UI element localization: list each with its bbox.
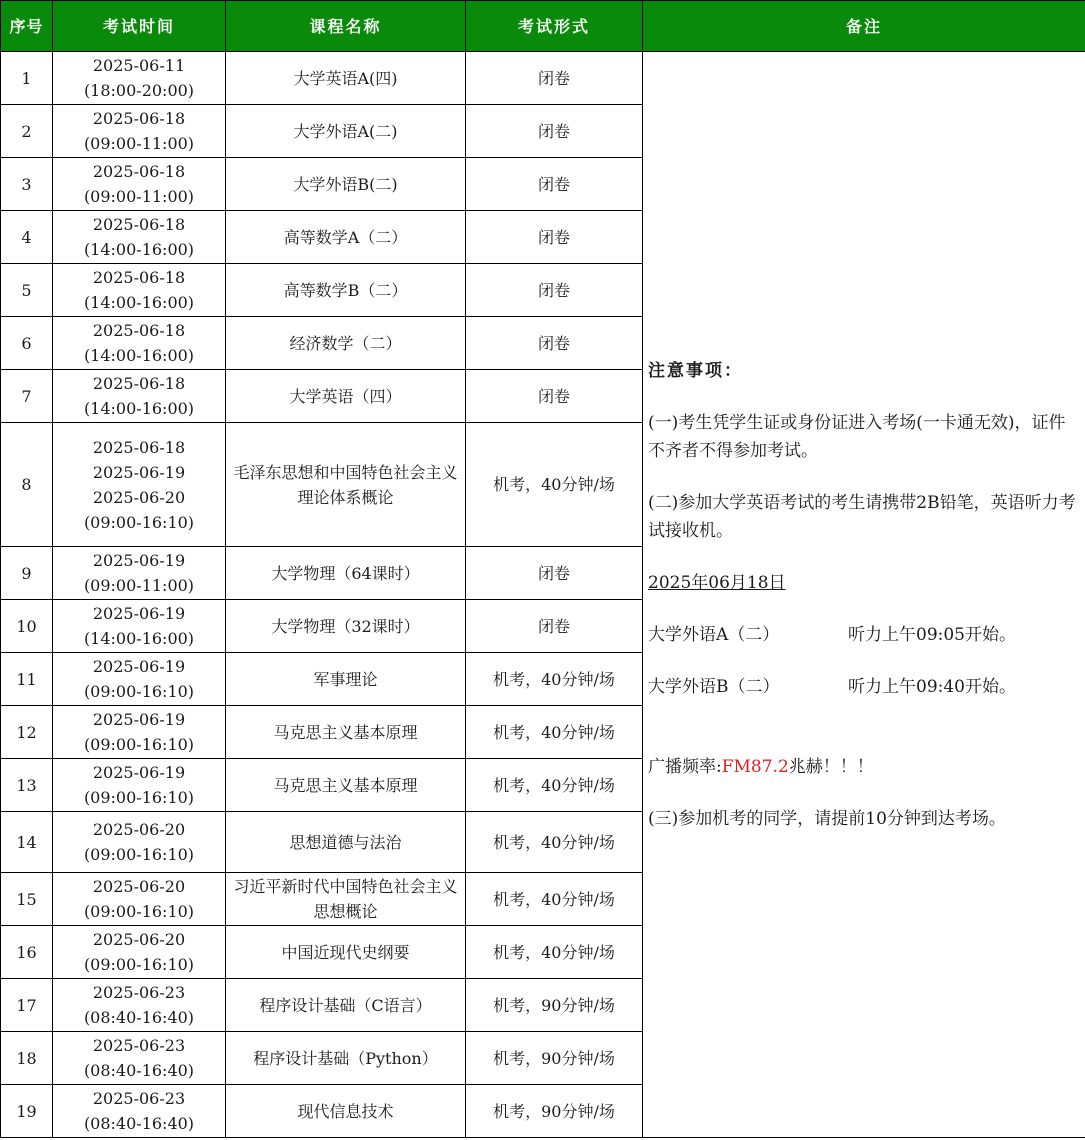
exam-time-line: (14:00-16:00)	[83, 399, 195, 418]
table-row	[1, 52, 1085, 105]
notes-title: 注意事项：	[648, 360, 743, 381]
exam-time-line: 2025-06-18	[92, 162, 186, 181]
exam-form: 机考，40分钟/场	[466, 812, 643, 873]
header-time: 考试时间	[53, 1, 226, 52]
exam-form: 闭卷	[466, 52, 643, 105]
exam-time-line: (08:40-16:40)	[83, 1114, 195, 1133]
course-name: 毛泽东思想和中国特色社会主义理论体系概论	[226, 423, 466, 547]
row-number: 2	[1, 105, 53, 158]
notes-content	[648, 357, 1077, 833]
exam-form: 机考，40分钟/场	[466, 873, 643, 926]
row-number: 14	[1, 812, 53, 873]
exam-form: 机考，90分钟/场	[466, 1032, 643, 1085]
exam-time-line: 2025-06-19	[92, 710, 186, 729]
exam-time-line: (09:00-11:00)	[83, 576, 195, 595]
exam-time	[53, 706, 226, 759]
listen-a-line	[648, 621, 1077, 649]
course-name: 马克思主义基本原理	[226, 759, 466, 812]
exam-form: 机考，40分钟/场	[466, 926, 643, 979]
course-name: 经济数学（二）	[226, 317, 466, 370]
course-name: 高等数学B（二）	[226, 264, 466, 317]
notes-item-3: (三)参加机考的同学，请提前10分钟到达考场。	[648, 808, 1006, 829]
exam-time	[53, 653, 226, 706]
exam-time-line: 2025-06-18	[92, 109, 186, 128]
exam-form: 闭卷	[466, 264, 643, 317]
listen-b-time: 听力上午09:40开始。	[848, 676, 1016, 697]
row-number: 8	[1, 423, 53, 547]
row-number: 1	[1, 52, 53, 105]
exam-time-line: (08:40-16:40)	[83, 1061, 195, 1080]
row-number: 17	[1, 979, 53, 1032]
exam-time-line: 2025-06-19	[92, 462, 186, 482]
exam-time	[53, 423, 226, 547]
course-name: 习近平新时代中国特色社会主义思想概论	[226, 873, 466, 926]
exam-time	[53, 211, 226, 264]
exam-time	[53, 317, 226, 370]
course-name: 现代信息技术	[226, 1085, 466, 1138]
row-number: 16	[1, 926, 53, 979]
exam-time-line: 2025-06-18	[92, 215, 186, 234]
exam-time	[53, 547, 226, 600]
course-name: 大学物理（64课时）	[226, 547, 466, 600]
row-number: 3	[1, 158, 53, 211]
course-name: 大学物理（32课时）	[226, 600, 466, 653]
exam-form: 闭卷	[466, 105, 643, 158]
exam-form: 闭卷	[466, 547, 643, 600]
row-number: 4	[1, 211, 53, 264]
radio-prefix: 广播频率:	[648, 756, 722, 777]
exam-form: 闭卷	[466, 600, 643, 653]
course-name: 中国近现代史纲要	[226, 926, 466, 979]
row-number: 11	[1, 653, 53, 706]
course-name: 程序设计基础（Python）	[226, 1032, 466, 1085]
header-course: 课程名称	[226, 1, 466, 52]
row-number: 12	[1, 706, 53, 759]
exam-time-line: (14:00-16:00)	[83, 629, 195, 648]
exam-time	[53, 1032, 226, 1085]
table-body	[1, 52, 1085, 1138]
exam-time	[53, 264, 226, 317]
exam-time-line: (09:00-16:10)	[83, 845, 195, 864]
exam-time-line: (18:00-20:00)	[83, 81, 195, 100]
exam-time-line: (09:00-11:00)	[83, 134, 195, 153]
exam-time-line: 2025-06-19	[92, 551, 186, 570]
course-name: 大学英语A(四)	[226, 52, 466, 105]
row-number: 19	[1, 1085, 53, 1138]
course-name: 大学外语A(二)	[226, 105, 466, 158]
exam-time-line: (09:00-16:10)	[83, 512, 195, 532]
course-name: 大学英语（四）	[226, 370, 466, 423]
exam-time	[53, 926, 226, 979]
exam-time	[53, 600, 226, 653]
exam-time-line: 2025-06-19	[92, 604, 186, 623]
exam-time-line: (14:00-16:00)	[83, 346, 195, 365]
exam-time-line: (09:00-16:10)	[83, 735, 195, 754]
exam-form: 机考，40分钟/场	[466, 653, 643, 706]
exam-form: 闭卷	[466, 317, 643, 370]
exam-form: 机考，90分钟/场	[466, 979, 643, 1032]
listen-a-course: 大学外语A（二）	[648, 624, 780, 645]
exam-time	[53, 979, 226, 1032]
exam-time	[53, 158, 226, 211]
exam-form: 闭卷	[466, 370, 643, 423]
exam-time	[53, 52, 226, 105]
exam-time	[53, 1085, 226, 1138]
course-name: 程序设计基础（C语言）	[226, 979, 466, 1032]
notes-date	[648, 569, 1077, 597]
exam-time-line: 2025-06-23	[92, 983, 186, 1002]
notes-cell	[643, 52, 1085, 1138]
exam-time-line: (09:00-16:10)	[83, 902, 195, 921]
exam-time	[53, 873, 226, 926]
exam-time-line: (09:00-11:00)	[83, 187, 195, 206]
exam-time-line: 2025-06-23	[92, 1036, 186, 1055]
course-name: 大学外语B(二)	[226, 158, 466, 211]
exam-time-line: 2025-06-20	[92, 930, 186, 949]
exam-time-line: (09:00-16:10)	[83, 682, 195, 701]
exam-time-line: (08:40-16:40)	[83, 1008, 195, 1027]
exam-form: 机考，40分钟/场	[466, 423, 643, 547]
exam-time-line: 2025-06-18	[92, 374, 186, 393]
listen-a-time: 听力上午09:05开始。	[848, 624, 1016, 645]
exam-form: 闭卷	[466, 211, 643, 264]
exam-time-line: 2025-06-20	[92, 487, 186, 507]
exam-time-line: 2025-06-11	[92, 56, 186, 75]
row-number: 15	[1, 873, 53, 926]
exam-time-line: (14:00-16:00)	[83, 293, 195, 312]
exam-form: 机考，90分钟/场	[466, 1085, 643, 1138]
radio-line	[648, 753, 1077, 781]
exam-form: 机考，40分钟/场	[466, 759, 643, 812]
row-number: 7	[1, 370, 53, 423]
exam-time-line: 2025-06-20	[92, 820, 186, 839]
exam-time-line: 2025-06-19	[92, 763, 186, 782]
exam-time	[53, 812, 226, 873]
course-name: 军事理论	[226, 653, 466, 706]
exam-time-line: 2025-06-19	[92, 657, 186, 676]
exam-time-line: 2025-06-18	[92, 437, 186, 457]
exam-time	[53, 105, 226, 158]
notes-date-text: 2025年06月18日	[648, 572, 786, 593]
row-number: 13	[1, 759, 53, 812]
exam-time-line: (14:00-16:00)	[83, 240, 195, 259]
notes-item-1: (一)考生凭学生证或身份证进入考场(一卡通无效)，证件不齐者不得参加考试。	[648, 412, 1066, 461]
exam-time-line: 2025-06-20	[92, 877, 186, 896]
listen-b-line	[648, 673, 1077, 701]
exam-time-line: 2025-06-23	[92, 1089, 186, 1108]
course-name: 马克思主义基本原理	[226, 706, 466, 759]
radio-suffix: 兆赫！！！	[788, 756, 874, 777]
exam-time	[53, 370, 226, 423]
header-notes: 备注	[643, 1, 1085, 52]
row-number: 9	[1, 547, 53, 600]
exam-time	[53, 759, 226, 812]
exam-form: 闭卷	[466, 158, 643, 211]
exam-form: 机考，40分钟/场	[466, 706, 643, 759]
exam-time-line: 2025-06-18	[92, 321, 186, 340]
course-name: 思想道德与法治	[226, 812, 466, 873]
notes-item-2: (二)参加大学英语考试的考生请携带2B铅笔，英语听力考试接收机。	[648, 492, 1076, 541]
course-name: 高等数学A（二）	[226, 211, 466, 264]
row-number: 6	[1, 317, 53, 370]
exam-time-line: (09:00-16:10)	[83, 955, 195, 974]
row-number: 10	[1, 600, 53, 653]
header-no: 序号	[1, 1, 53, 52]
listen-b-course: 大学外语B（二）	[648, 676, 780, 697]
exam-time-line: (09:00-16:10)	[83, 788, 195, 807]
row-number: 18	[1, 1032, 53, 1085]
header-form: 考试形式	[466, 1, 643, 52]
radio-freq: FM87.2	[721, 756, 789, 777]
header-row	[1, 1, 1085, 52]
row-number: 5	[1, 264, 53, 317]
exam-time-line: 2025-06-18	[92, 268, 186, 287]
